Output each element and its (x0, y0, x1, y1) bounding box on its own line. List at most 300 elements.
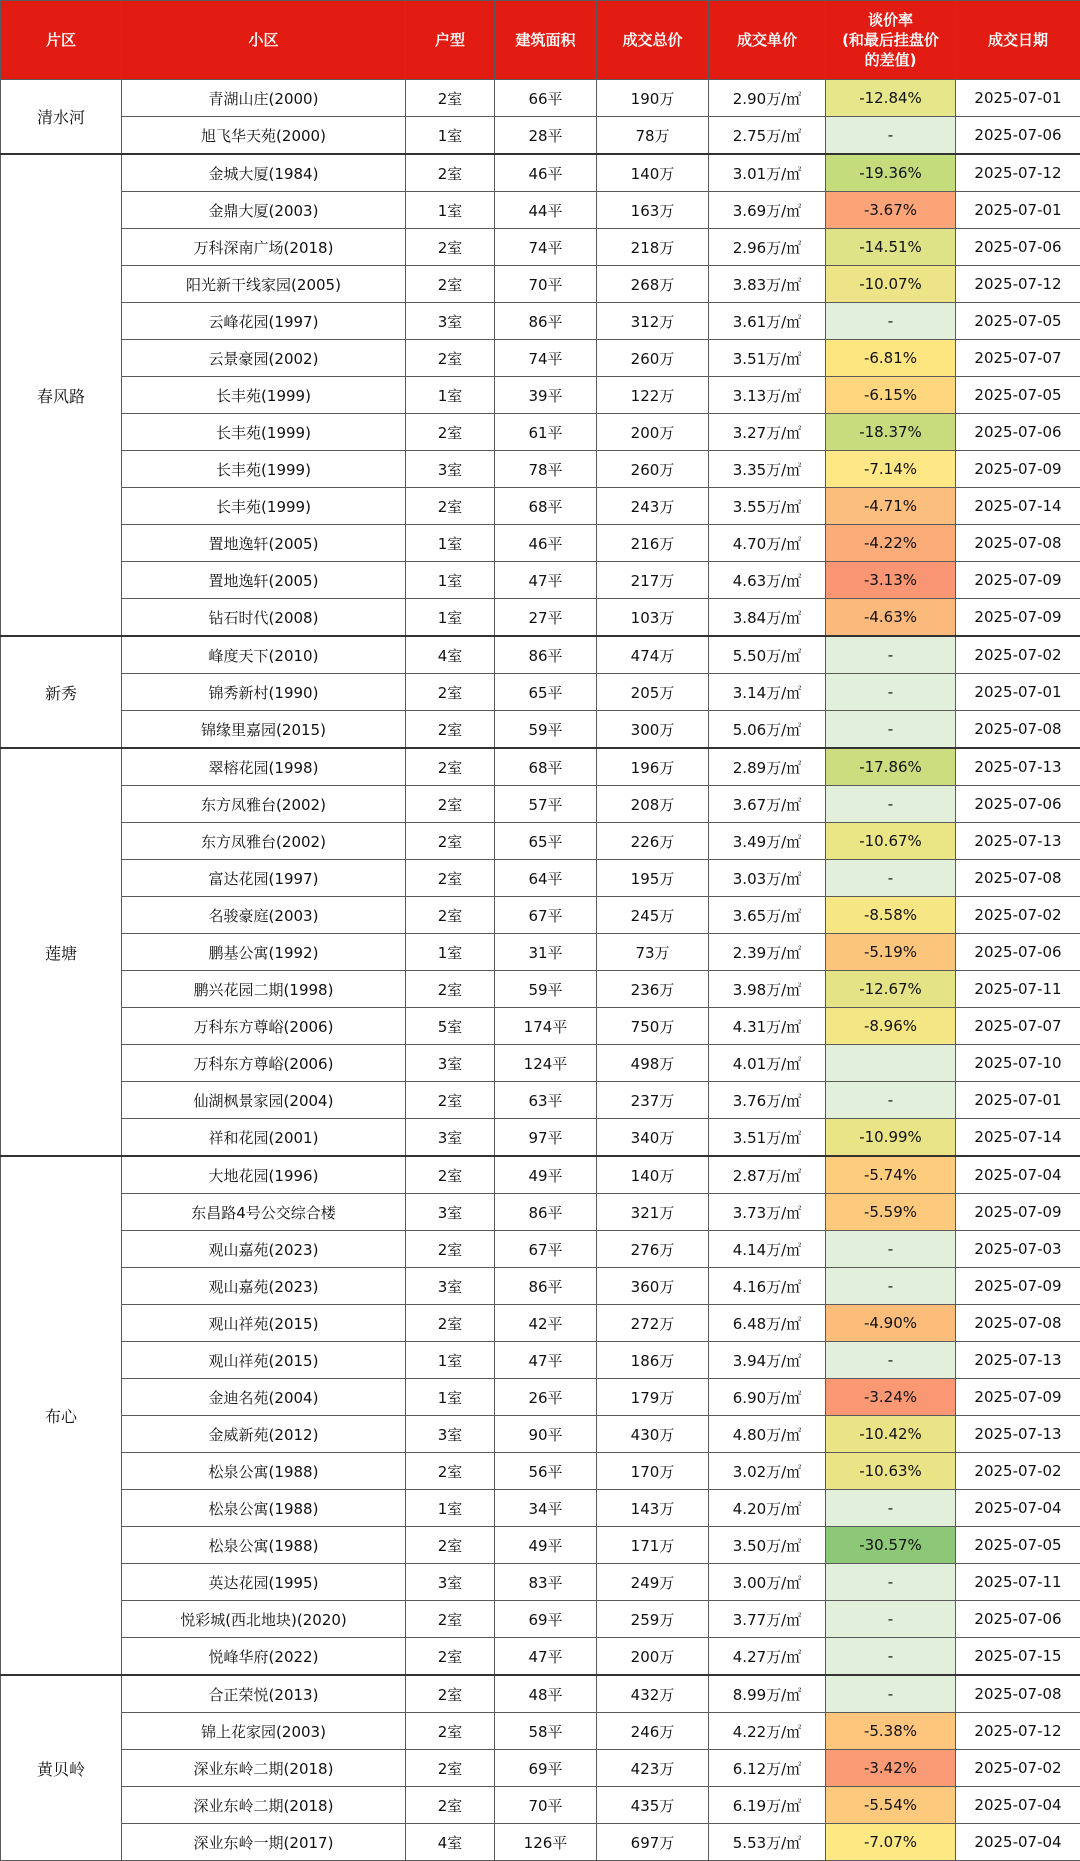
total-price-cell: 276万 (597, 1231, 709, 1268)
area-cell: 47平 (495, 1342, 597, 1379)
community-cell: 云峰花园(1997) (122, 303, 406, 340)
date-cell: 2025-07-13 (956, 823, 1080, 860)
layout-cell: 2室 (406, 1231, 495, 1268)
total-price-cell: 498万 (597, 1045, 709, 1082)
table-row (1, 1675, 1080, 1713)
total-price-cell: 423万 (597, 1750, 709, 1787)
community-cell: 阳光新干线家园(2005) (122, 266, 406, 303)
area-cell: 58平 (495, 1713, 597, 1750)
total-price-cell: 432万 (597, 1675, 709, 1713)
discount-cell: - (826, 1675, 956, 1713)
area-cell: 39平 (495, 377, 597, 414)
total-price-cell: 171万 (597, 1527, 709, 1564)
date-cell: 2025-07-06 (956, 229, 1080, 266)
unit-price-cell: 2.39万/㎡ (709, 934, 826, 971)
layout-cell: 1室 (406, 1490, 495, 1527)
total-price-cell: 226万 (597, 823, 709, 860)
community-cell: 东方凤雅台(2002) (122, 823, 406, 860)
unit-price-cell: 3.69万/㎡ (709, 192, 826, 229)
total-price-cell: 260万 (597, 451, 709, 488)
header-discount-line3: 的差值) (826, 50, 955, 70)
layout-cell: 3室 (406, 1119, 495, 1157)
date-cell: 2025-07-03 (956, 1231, 1080, 1268)
area-cell: 61平 (495, 414, 597, 451)
layout-cell: 2室 (406, 1750, 495, 1787)
unit-price-cell: 3.83万/㎡ (709, 266, 826, 303)
table-row (1, 674, 1080, 711)
layout-cell: 2室 (406, 1453, 495, 1490)
discount-cell: -7.14% (826, 451, 956, 488)
table-row (1, 414, 1080, 451)
district-cell: 莲塘 (1, 748, 122, 1156)
date-cell: 2025-07-02 (956, 1453, 1080, 1490)
total-price-cell: 435万 (597, 1787, 709, 1824)
community-cell: 长丰苑(1999) (122, 451, 406, 488)
total-price-cell: 430万 (597, 1416, 709, 1453)
area-cell: 174平 (495, 1008, 597, 1045)
header-district: 片区 (1, 1, 122, 80)
community-cell: 鹏基公寓(1992) (122, 934, 406, 971)
layout-cell: 2室 (406, 748, 495, 786)
total-price-cell: 340万 (597, 1119, 709, 1157)
table-body (1, 80, 1080, 1861)
unit-price-cell: 6.48万/㎡ (709, 1305, 826, 1342)
discount-cell: - (826, 1268, 956, 1305)
unit-price-cell: 4.70万/㎡ (709, 525, 826, 562)
date-cell: 2025-07-02 (956, 1750, 1080, 1787)
total-price-cell: 196万 (597, 748, 709, 786)
community-cell: 金迪名苑(2004) (122, 1379, 406, 1416)
unit-price-cell: 4.63万/㎡ (709, 562, 826, 599)
unit-price-cell: 3.94万/㎡ (709, 1342, 826, 1379)
total-price-cell: 140万 (597, 1156, 709, 1194)
area-cell: 65平 (495, 823, 597, 860)
table-row (1, 1527, 1080, 1564)
total-price-cell: 249万 (597, 1564, 709, 1601)
community-cell: 置地逸轩(2005) (122, 562, 406, 599)
layout-cell: 2室 (406, 154, 495, 192)
discount-cell: -3.24% (826, 1379, 956, 1416)
area-cell: 70平 (495, 1787, 597, 1824)
community-cell: 大地花园(1996) (122, 1156, 406, 1194)
total-price-cell: 218万 (597, 229, 709, 266)
community-cell: 锦缘里嘉园(2015) (122, 711, 406, 749)
community-cell: 金鼎大厦(2003) (122, 192, 406, 229)
area-cell: 31平 (495, 934, 597, 971)
total-price-cell: 750万 (597, 1008, 709, 1045)
district-cell: 布心 (1, 1156, 122, 1675)
community-cell: 深业东岭一期(2017) (122, 1824, 406, 1861)
table-row (1, 748, 1080, 786)
table-row (1, 599, 1080, 637)
unit-price-cell: 2.90万/㎡ (709, 80, 826, 117)
unit-price-cell: 6.12万/㎡ (709, 1750, 826, 1787)
community-cell: 万科东方尊峪(2006) (122, 1008, 406, 1045)
community-cell: 云景豪园(2002) (122, 340, 406, 377)
table-row (1, 1268, 1080, 1305)
district-cell: 清水河 (1, 80, 122, 155)
total-price-cell: 200万 (597, 1638, 709, 1676)
date-cell: 2025-07-01 (956, 80, 1080, 117)
date-cell: 2025-07-08 (956, 860, 1080, 897)
community-cell: 万科东方尊峪(2006) (122, 1045, 406, 1082)
area-cell: 48平 (495, 1675, 597, 1713)
date-cell: 2025-07-13 (956, 1342, 1080, 1379)
layout-cell: 1室 (406, 562, 495, 599)
date-cell: 2025-07-05 (956, 303, 1080, 340)
date-cell: 2025-07-04 (956, 1787, 1080, 1824)
community-cell: 东方凤雅台(2002) (122, 786, 406, 823)
community-cell: 观山祥苑(2015) (122, 1305, 406, 1342)
table-row (1, 897, 1080, 934)
date-cell: 2025-07-11 (956, 1564, 1080, 1601)
layout-cell: 2室 (406, 1787, 495, 1824)
total-price-cell: 170万 (597, 1453, 709, 1490)
layout-cell: 2室 (406, 1713, 495, 1750)
community-cell: 鹏兴花园二期(1998) (122, 971, 406, 1008)
community-cell: 峰度天下(2010) (122, 636, 406, 674)
area-cell: 57平 (495, 786, 597, 823)
table-row (1, 1750, 1080, 1787)
area-cell: 49平 (495, 1156, 597, 1194)
discount-cell: - (826, 674, 956, 711)
discount-cell: -8.58% (826, 897, 956, 934)
date-cell: 2025-07-09 (956, 599, 1080, 637)
layout-cell: 1室 (406, 525, 495, 562)
area-cell: 59平 (495, 971, 597, 1008)
layout-cell: 3室 (406, 1268, 495, 1305)
layout-cell: 2室 (406, 1527, 495, 1564)
unit-price-cell: 3.51万/㎡ (709, 1119, 826, 1157)
community-cell: 长丰苑(1999) (122, 488, 406, 525)
discount-cell: - (826, 1638, 956, 1676)
area-cell: 65平 (495, 674, 597, 711)
unit-price-cell: 4.80万/㎡ (709, 1416, 826, 1453)
table-row (1, 229, 1080, 266)
area-cell: 26平 (495, 1379, 597, 1416)
table-row (1, 636, 1080, 674)
community-cell: 观山嘉苑(2023) (122, 1268, 406, 1305)
community-cell: 锦上花家园(2003) (122, 1713, 406, 1750)
table-row (1, 971, 1080, 1008)
area-cell: 27平 (495, 599, 597, 637)
table-row (1, 1045, 1080, 1082)
area-cell: 47平 (495, 562, 597, 599)
area-cell: 34平 (495, 1490, 597, 1527)
unit-price-cell: 3.00万/㎡ (709, 1564, 826, 1601)
table-row (1, 303, 1080, 340)
table-row (1, 934, 1080, 971)
date-cell: 2025-07-08 (956, 1305, 1080, 1342)
area-cell: 46平 (495, 154, 597, 192)
total-price-cell: 236万 (597, 971, 709, 1008)
discount-cell: - (826, 1490, 956, 1527)
date-cell: 2025-07-06 (956, 934, 1080, 971)
area-cell: 67平 (495, 897, 597, 934)
discount-cell: - (826, 1564, 956, 1601)
layout-cell: 2室 (406, 1082, 495, 1119)
table-row (1, 1416, 1080, 1453)
table-row (1, 1305, 1080, 1342)
table-row (1, 451, 1080, 488)
unit-price-cell: 3.51万/㎡ (709, 340, 826, 377)
area-cell: 69平 (495, 1750, 597, 1787)
discount-cell: -30.57% (826, 1527, 956, 1564)
table-row (1, 266, 1080, 303)
unit-price-cell: 3.49万/㎡ (709, 823, 826, 860)
community-cell: 钻石时代(2008) (122, 599, 406, 637)
area-cell: 44平 (495, 192, 597, 229)
date-cell: 2025-07-06 (956, 1601, 1080, 1638)
community-cell: 仙湖枫景家园(2004) (122, 1082, 406, 1119)
layout-cell: 4室 (406, 636, 495, 674)
community-cell: 富达花园(1997) (122, 860, 406, 897)
layout-cell: 2室 (406, 80, 495, 117)
header-discount-line2: (和最后挂盘价 (826, 30, 955, 50)
date-cell: 2025-07-07 (956, 1008, 1080, 1045)
table-row (1, 1638, 1080, 1676)
layout-cell: 3室 (406, 1045, 495, 1082)
discount-cell: -17.86% (826, 748, 956, 786)
district-cell: 新秀 (1, 636, 122, 748)
date-cell: 2025-07-02 (956, 897, 1080, 934)
discount-cell: -3.13% (826, 562, 956, 599)
community-cell: 深业东岭二期(2018) (122, 1787, 406, 1824)
discount-cell: -6.81% (826, 340, 956, 377)
district-cell: 春风路 (1, 154, 122, 636)
table-row (1, 562, 1080, 599)
discount-cell: -10.99% (826, 1119, 956, 1157)
table-row (1, 1342, 1080, 1379)
layout-cell: 2室 (406, 1638, 495, 1676)
unit-price-cell: 4.20万/㎡ (709, 1490, 826, 1527)
layout-cell: 2室 (406, 786, 495, 823)
header-date: 成交日期 (956, 1, 1080, 80)
total-price-cell: 190万 (597, 80, 709, 117)
discount-cell: -6.15% (826, 377, 956, 414)
total-price-cell: 237万 (597, 1082, 709, 1119)
unit-price-cell: 3.02万/㎡ (709, 1453, 826, 1490)
total-price-cell: 243万 (597, 488, 709, 525)
community-cell: 万科深南广场(2018) (122, 229, 406, 266)
unit-price-cell: 3.35万/㎡ (709, 451, 826, 488)
discount-cell: - (826, 117, 956, 155)
layout-cell: 2室 (406, 971, 495, 1008)
area-cell: 86平 (495, 303, 597, 340)
discount-cell: -4.71% (826, 488, 956, 525)
area-cell: 90平 (495, 1416, 597, 1453)
total-price-cell: 78万 (597, 117, 709, 155)
table-row (1, 80, 1080, 117)
unit-price-cell: 3.76万/㎡ (709, 1082, 826, 1119)
table-row (1, 860, 1080, 897)
unit-price-cell: 5.53万/㎡ (709, 1824, 826, 1861)
total-price-cell: 216万 (597, 525, 709, 562)
total-price-cell: 321万 (597, 1194, 709, 1231)
date-cell: 2025-07-04 (956, 1490, 1080, 1527)
discount-cell: - (826, 636, 956, 674)
area-cell: 28平 (495, 117, 597, 155)
date-cell: 2025-07-05 (956, 377, 1080, 414)
table-row (1, 1453, 1080, 1490)
discount-cell: -4.22% (826, 525, 956, 562)
header-discount-rate (826, 1, 956, 80)
total-price-cell: 208万 (597, 786, 709, 823)
discount-cell: -10.67% (826, 823, 956, 860)
table-row (1, 1119, 1080, 1157)
date-cell: 2025-07-06 (956, 786, 1080, 823)
discount-cell: -4.63% (826, 599, 956, 637)
unit-price-cell: 5.06万/㎡ (709, 711, 826, 749)
unit-price-cell: 2.87万/㎡ (709, 1156, 826, 1194)
area-cell: 126平 (495, 1824, 597, 1861)
discount-cell: -4.90% (826, 1305, 956, 1342)
community-cell: 名骏豪庭(2003) (122, 897, 406, 934)
date-cell: 2025-07-08 (956, 525, 1080, 562)
discount-cell: -3.67% (826, 192, 956, 229)
discount-cell: - (826, 303, 956, 340)
unit-price-cell: 4.31万/㎡ (709, 1008, 826, 1045)
unit-price-cell: 4.27万/㎡ (709, 1638, 826, 1676)
table-row (1, 1194, 1080, 1231)
community-cell: 悦峰华府(2022) (122, 1638, 406, 1676)
date-cell: 2025-07-08 (956, 711, 1080, 749)
discount-cell: -5.54% (826, 1787, 956, 1824)
total-price-cell: 268万 (597, 266, 709, 303)
area-cell: 124平 (495, 1045, 597, 1082)
discount-cell: -10.63% (826, 1453, 956, 1490)
header-layout: 户型 (406, 1, 495, 80)
area-cell: 74平 (495, 340, 597, 377)
layout-cell: 1室 (406, 1342, 495, 1379)
date-cell: 2025-07-09 (956, 1194, 1080, 1231)
total-price-cell: 272万 (597, 1305, 709, 1342)
date-cell: 2025-07-05 (956, 1527, 1080, 1564)
unit-price-cell: 3.73万/㎡ (709, 1194, 826, 1231)
community-cell: 长丰苑(1999) (122, 414, 406, 451)
layout-cell: 2室 (406, 1675, 495, 1713)
total-price-cell: 163万 (597, 192, 709, 229)
table-row (1, 117, 1080, 155)
discount-cell: - (826, 786, 956, 823)
date-cell: 2025-07-01 (956, 674, 1080, 711)
date-cell: 2025-07-07 (956, 340, 1080, 377)
date-cell: 2025-07-06 (956, 414, 1080, 451)
discount-cell: - (826, 1231, 956, 1268)
unit-price-cell: 3.67万/㎡ (709, 786, 826, 823)
layout-cell: 1室 (406, 192, 495, 229)
area-cell: 86平 (495, 1194, 597, 1231)
header-community: 小区 (122, 1, 406, 80)
table-row (1, 1490, 1080, 1527)
discount-cell: -18.37% (826, 414, 956, 451)
table-row (1, 377, 1080, 414)
layout-cell: 2室 (406, 674, 495, 711)
unit-price-cell: 3.01万/㎡ (709, 154, 826, 192)
table-row (1, 154, 1080, 192)
layout-cell: 1室 (406, 599, 495, 637)
layout-cell: 2室 (406, 1305, 495, 1342)
total-price-cell: 200万 (597, 414, 709, 451)
total-price-cell: 312万 (597, 303, 709, 340)
total-price-cell: 122万 (597, 377, 709, 414)
discount-cell: -5.19% (826, 934, 956, 971)
unit-price-cell: 3.50万/㎡ (709, 1527, 826, 1564)
layout-cell: 1室 (406, 117, 495, 155)
date-cell: 2025-07-04 (956, 1824, 1080, 1861)
total-price-cell: 186万 (597, 1342, 709, 1379)
community-cell: 松泉公寓(1988) (122, 1453, 406, 1490)
community-cell: 金城大厦(1984) (122, 154, 406, 192)
date-cell: 2025-07-10 (956, 1045, 1080, 1082)
unit-price-cell: 2.96万/㎡ (709, 229, 826, 266)
table-row (1, 711, 1080, 749)
community-cell: 观山嘉苑(2023) (122, 1231, 406, 1268)
district-cell: 黄贝岭 (1, 1675, 122, 1861)
header-total-price: 成交总价 (597, 1, 709, 80)
area-cell: 74平 (495, 229, 597, 266)
community-cell: 悦彩城(西北地块)(2020) (122, 1601, 406, 1638)
discount-cell: -5.74% (826, 1156, 956, 1194)
date-cell: 2025-07-01 (956, 192, 1080, 229)
table-row (1, 1231, 1080, 1268)
header-row (1, 1, 1080, 80)
area-cell: 63平 (495, 1082, 597, 1119)
header-discount-line1: 谈价率 (826, 10, 955, 30)
community-cell: 东昌路4号公交综合楼 (122, 1194, 406, 1231)
total-price-cell: 205万 (597, 674, 709, 711)
area-cell: 68平 (495, 488, 597, 525)
date-cell: 2025-07-02 (956, 636, 1080, 674)
discount-cell: -19.36% (826, 154, 956, 192)
area-cell: 67平 (495, 1231, 597, 1268)
total-price-cell: 474万 (597, 636, 709, 674)
community-cell: 祥和花园(2001) (122, 1119, 406, 1157)
date-cell: 2025-07-04 (956, 1156, 1080, 1194)
table-row (1, 1564, 1080, 1601)
unit-price-cell: 3.14万/㎡ (709, 674, 826, 711)
layout-cell: 2室 (406, 229, 495, 266)
date-cell: 2025-07-15 (956, 1638, 1080, 1676)
discount-cell: -5.38% (826, 1713, 956, 1750)
layout-cell: 2室 (406, 897, 495, 934)
total-price-cell: 697万 (597, 1824, 709, 1861)
table-row (1, 1713, 1080, 1750)
total-price-cell: 73万 (597, 934, 709, 971)
table-row (1, 823, 1080, 860)
date-cell: 2025-07-12 (956, 1713, 1080, 1750)
total-price-cell: 140万 (597, 154, 709, 192)
table-row (1, 1082, 1080, 1119)
table-row (1, 192, 1080, 229)
table-row (1, 1601, 1080, 1638)
layout-cell: 2室 (406, 488, 495, 525)
unit-price-cell: 2.75万/㎡ (709, 117, 826, 155)
total-price-cell: 259万 (597, 1601, 709, 1638)
area-cell: 47平 (495, 1638, 597, 1676)
discount-cell: -7.07% (826, 1824, 956, 1861)
unit-price-cell: 3.98万/㎡ (709, 971, 826, 1008)
layout-cell: 3室 (406, 1564, 495, 1601)
unit-price-cell: 3.77万/㎡ (709, 1601, 826, 1638)
discount-cell: - (826, 1601, 956, 1638)
table-row (1, 1379, 1080, 1416)
layout-cell: 2室 (406, 860, 495, 897)
area-cell: 56平 (495, 1453, 597, 1490)
area-cell: 68平 (495, 748, 597, 786)
date-cell: 2025-07-13 (956, 748, 1080, 786)
layout-cell: 5室 (406, 1008, 495, 1045)
